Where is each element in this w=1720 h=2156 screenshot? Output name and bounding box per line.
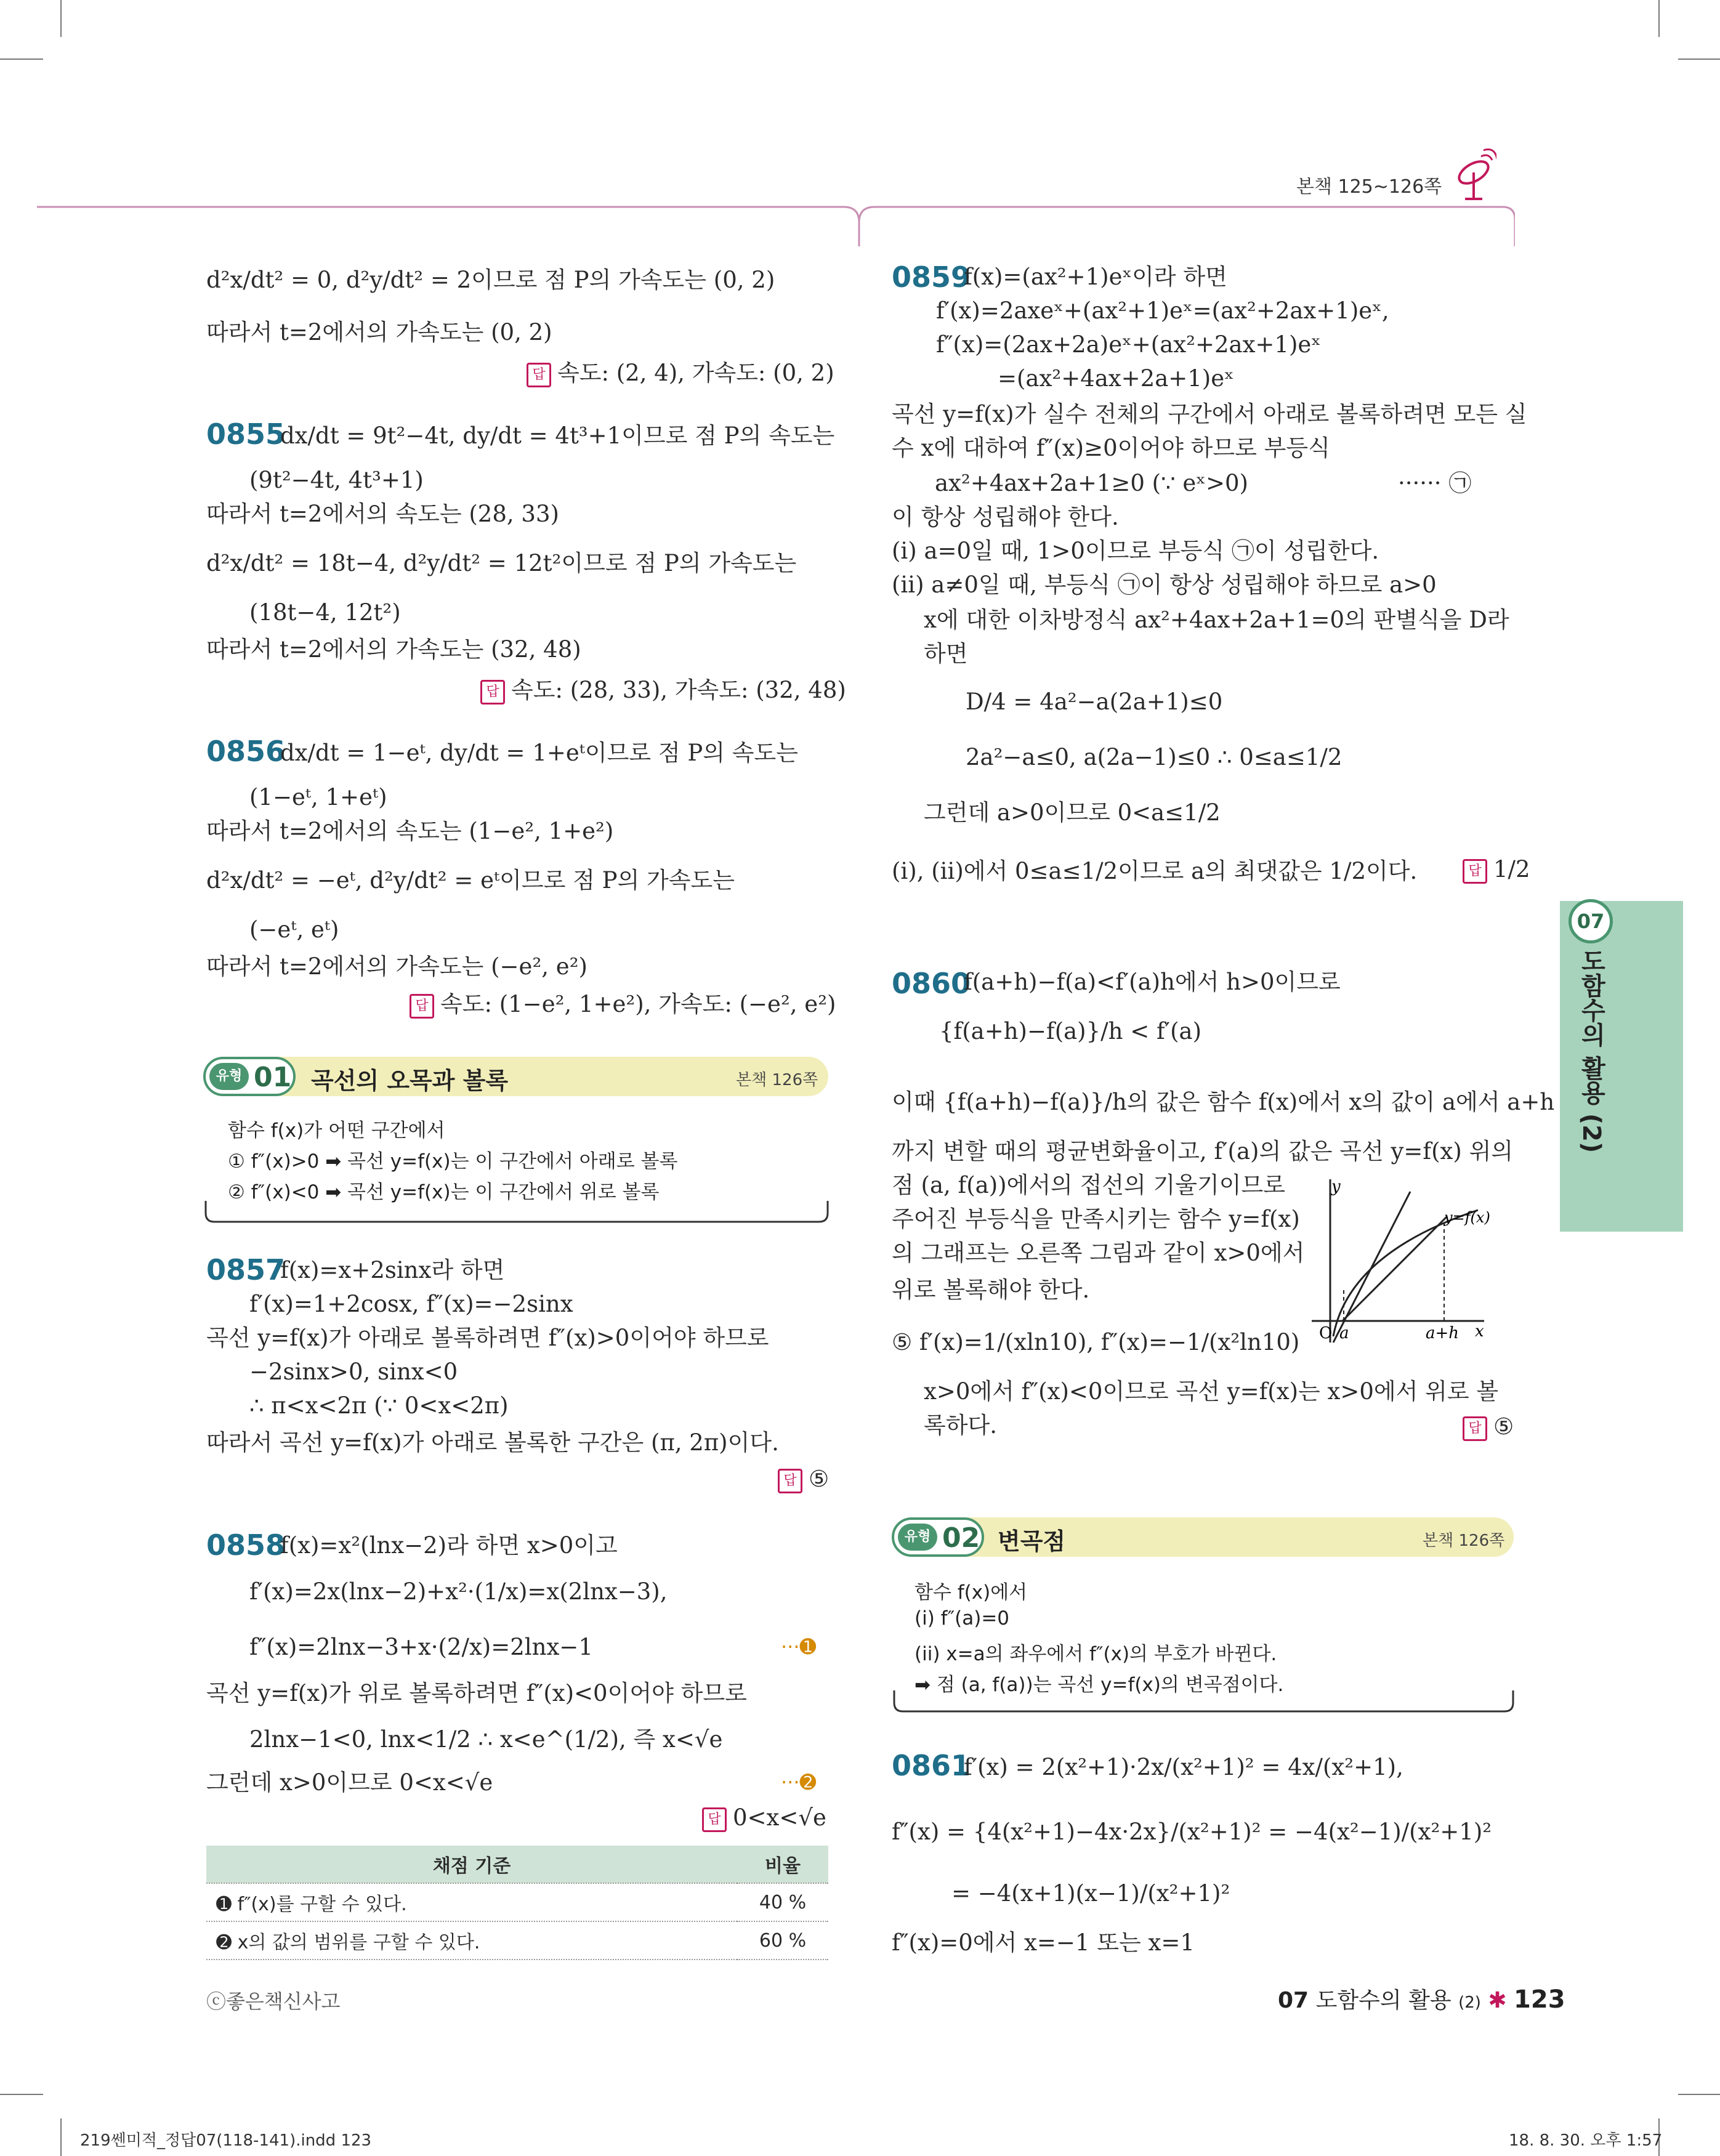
- answer: 답 1/2: [1463, 856, 1530, 884]
- text-line: 주어진 부등식을 만족시키는 함수 y=f(x): [892, 1206, 1300, 1232]
- text-line: f′(x) = 2(x²+1)·2x/(x²+1)² = 4x/(x²+1),: [964, 1754, 1403, 1780]
- text-line: 곡선 y=f(x)가 아래로 볼록하려면 f″(x)>0이어야 하므로: [206, 1325, 769, 1351]
- type-text: 함수 f(x)에서: [915, 1581, 1028, 1604]
- text-line: 그런데 a>0이므로 0<a≤1/2: [924, 799, 1221, 826]
- text-line: x>0에서 f″(x)<0이므로 곡선 y=f(x)는 x>0에서 위로 볼: [924, 1378, 1499, 1405]
- crop-mark: [0, 59, 43, 60]
- table-header: 비율: [737, 1846, 828, 1883]
- answer: 답 속도: (28, 33), 가속도: (32, 48): [480, 671, 846, 705]
- problem-number: 0861: [892, 1749, 971, 1782]
- crop-mark: [60, 0, 62, 37]
- table-header: 채점 기준: [206, 1846, 737, 1883]
- page-number: 123: [1514, 1985, 1565, 2014]
- text-line: f(x)=(ax²+1)eˣ이라 하면: [964, 264, 1227, 290]
- text-line: ⑤ f′(x)=1/(xln10), f″(x)=−1/(x²ln10): [892, 1329, 1300, 1355]
- footer-chapter-sub: (2): [1458, 1993, 1481, 2012]
- star-icon: ✱: [1488, 1988, 1507, 2013]
- tick-label: a: [1339, 1324, 1349, 1342]
- text-line: (ii) a≠0일 때, 부등식 ㉠이 항상 성립해야 하므로 a>0: [892, 571, 1437, 598]
- text-line: f(a+h)−f(a)<f′(a)h에서 h>0이므로: [964, 969, 1341, 995]
- problem-number: 0857: [206, 1253, 286, 1286]
- type-text: 함수 f(x)가 어떤 구간에서: [228, 1120, 445, 1142]
- text-line: 곡선 y=f(x)가 실수 전체의 구간에서 아래로 볼록하려면 모든 실: [892, 401, 1527, 427]
- footer-chapter: 07: [1278, 1988, 1309, 2013]
- problem-number: 0856: [206, 735, 286, 768]
- text-line: (i) a=0일 때, 1>0이므로 부등식 ㉠이 성립한다.: [892, 538, 1379, 564]
- step-marker: ···➊: [781, 1635, 817, 1658]
- text-line: d²x/dt² = 18t−4, d²y/dt² = 12t²이므로 점 P의 가속도는: [206, 550, 797, 576]
- footer-chapter-title: 도함수의 활용: [1315, 1988, 1452, 2013]
- header-frame: [37, 197, 1515, 246]
- text-line: (i), (ii)에서 0≤a≤1/2이므로 a의 최댓값은 1/2이다.: [892, 858, 1418, 884]
- type-text: ① f″(x)>0 ➡ 곡선 y=f(x)는 이 구간에서 아래로 볼록: [228, 1150, 678, 1173]
- page-footer: [1278, 1983, 1565, 2014]
- text-line: 2lnx−1<0, lnx<1/2 ∴ x<e^(1/2), 즉 x<√e: [249, 1726, 723, 1753]
- satellite-icon: [1450, 147, 1496, 202]
- crop-mark: [0, 2094, 43, 2095]
- text-line: 록하다.: [924, 1412, 997, 1439]
- text-line: 2a²−a≤0, a(2a−1)≤0 ∴ 0≤a≤1/2: [966, 744, 1342, 770]
- type-text: ➡ 점 (a, f(a))는 곡선 y=f(x)의 변곡점이다.: [915, 1674, 1284, 1696]
- type-text: (i) f″(a)=0: [915, 1607, 1010, 1629]
- text-line: 따라서 t=2에서의 속도는 (1−e², 1+e²): [206, 818, 614, 844]
- answer: 답 0<x<√e: [702, 1804, 826, 1832]
- type-ref: 본책 126쪽: [1423, 1532, 1505, 1550]
- text-line: (18t−4, 12t²): [249, 599, 401, 626]
- text-line: f(x)=x+2sinx라 하면: [280, 1257, 505, 1283]
- text-line: dx/dt = 1−eᵗ, dy/dt = 1+eᵗ이므로 점 P의 속도는: [280, 740, 798, 766]
- step-marker: ···➋: [781, 1770, 817, 1794]
- text-line: {f(a+h)−f(a)}/h < f′(a): [939, 1018, 1202, 1044]
- text-line: ······ ㉠: [1398, 470, 1472, 496]
- text-line: (9t²−4t, 4t³+1): [249, 467, 424, 493]
- text-line: ∴ π<x<2π (∵ 0<x<2π): [249, 1392, 509, 1419]
- text-line: 점 (a, f(a))에서의 접선의 기울기이므로: [892, 1172, 1286, 1198]
- text-line: 곡선 y=f(x)가 위로 볼록하려면 f″(x)<0이어야 하므로: [206, 1680, 747, 1706]
- chapter-side-number: 07: [1569, 899, 1613, 943]
- answer: 답 ⑤: [778, 1466, 829, 1493]
- type-header-bar: [206, 1057, 828, 1096]
- text-line: 따라서 t=2에서의 속도는 (28, 33): [206, 501, 559, 527]
- problem-number: 0855: [206, 418, 286, 451]
- text-line: 이때 {f(a+h)−f(a)}/h의 값은 함수 f(x)에서 x의 값이 a에서 a+h: [892, 1089, 1555, 1115]
- crop-mark: [1678, 59, 1720, 60]
- crop-mark: [1678, 2094, 1720, 2095]
- chapter-side-label: 도함수의 활용 (2): [1577, 948, 1605, 1153]
- graph-figure: [1299, 1173, 1496, 1352]
- axis-label: x: [1475, 1322, 1484, 1341]
- answer: 답 속도: (1−e², 1+e²), 가속도: (−e², e²): [410, 985, 836, 1019]
- text-line: f(x)=x²(lnx−2)라 하면 x>0이고: [280, 1532, 618, 1559]
- text-line: 수 x에 대하여 f″(x)≥0이어야 하므로 부등식: [892, 435, 1330, 461]
- text-line: 따라서 t=2에서의 가속도는 (32, 48): [206, 636, 581, 663]
- crop-mark: [60, 2118, 62, 2156]
- table-cell: 60 %: [737, 1921, 828, 1960]
- text-line: 하면: [924, 640, 968, 667]
- publisher-credit: ⓒ좋은책신사고: [206, 1990, 341, 2013]
- problem-number: 0858: [206, 1528, 286, 1562]
- text-line: 따라서 t=2에서의 가속도는 (0, 2): [206, 319, 552, 345]
- type-title: 곡선의 오목과 볼록: [311, 1067, 509, 1094]
- function-curve: [1333, 1210, 1478, 1336]
- type-box-frame: [203, 1201, 831, 1225]
- text-line: 따라서 t=2에서의 가속도는 (−e², e²): [206, 953, 587, 980]
- text-line: f″(x) = {4(x²+1)−4x·2x}/(x²+1)² = −4(x²−1)/(x²+1)²: [892, 1819, 1492, 1845]
- problem-number: 0860: [892, 967, 971, 1000]
- curve-label: y=f(x): [1444, 1209, 1490, 1226]
- text-line: f″(x)=2lnx−3+x·(2/x)=2lnx−1: [249, 1634, 593, 1660]
- text-line: −2sinx>0, sinx<0: [249, 1359, 458, 1385]
- type-badge: 유형 02: [892, 1517, 984, 1557]
- text-line: = −4(x+1)(x−1)/(x²+1)²: [951, 1880, 1230, 1907]
- text-line: 까지 변할 때의 평균변화율이고, f′(a)의 값은 곡선 y=f(x) 위의: [892, 1138, 1514, 1165]
- text-line: f′(x)=2axeˣ+(ax²+1)eˣ=(ax²+2ax+1)eˣ,: [936, 297, 1389, 324]
- text-line: d²x/dt² = −eᵗ, d²y/dt² = eᵗ이므로 점 P의 가속도는: [206, 867, 735, 894]
- type-box-frame: [892, 1690, 1517, 1715]
- text-line: f″(x)=(2ax+2a)eˣ+(ax²+2ax+1)eˣ: [936, 331, 1321, 358]
- secant-line: [1342, 1216, 1447, 1321]
- text-line: dx/dt = 9t²−4t, dy/dt = 4t³+1이므로 점 P의 속도는: [280, 422, 835, 449]
- text-line: x에 대한 이차방정식 ax²+4ax+2a+1=0의 판별식을 D라: [924, 607, 1509, 633]
- type-text: ② f″(x)<0 ➡ 곡선 y=f(x)는 이 구간에서 위로 볼록: [228, 1181, 660, 1203]
- origin-label: O: [1319, 1324, 1333, 1342]
- table-cell: ➊ f″(x)를 구할 수 있다.: [206, 1883, 737, 1921]
- file-slug: 219쎈미적_정답07(118-141).indd 123: [80, 2131, 372, 2150]
- text-line: f′(x)=1+2cosx, f″(x)=−2sinx: [249, 1291, 573, 1317]
- text-line: =(ax²+4ax+2a+1)eˣ: [998, 365, 1234, 392]
- text-line: (−eᵗ, eᵗ): [249, 916, 339, 943]
- answer: 답 속도: (2, 4), 가속도: (0, 2): [527, 354, 834, 387]
- type-ref: 본책 126쪽: [736, 1071, 818, 1089]
- text-line: 의 그래프는 오른쪽 그림과 같이 x>0에서: [892, 1240, 1305, 1266]
- table-cell: 40 %: [737, 1883, 828, 1921]
- text-line: D/4 = 4a²−a(2a+1)≤0: [966, 688, 1223, 715]
- type-text: (ii) x=a의 좌우에서 f″(x)의 부호가 바뀐다.: [915, 1643, 1277, 1665]
- table-cell: ➋ x의 값의 범위를 구할 수 있다.: [206, 1921, 737, 1960]
- text-line: 위로 볼록해야 한다.: [892, 1277, 1090, 1303]
- text-line: f″(x)=0에서 x=−1 또는 x=1: [892, 1929, 1195, 1956]
- text-line: d²x/dt² = 0, d²y/dt² = 2이므로 점 P의 가속도는 (0, 2): [206, 267, 775, 293]
- answer: 답 ⑤: [1463, 1413, 1514, 1441]
- text-line: ax²+4ax+2a+1≥0 (∵ eˣ>0): [935, 470, 1248, 496]
- crop-mark: [1658, 0, 1660, 37]
- text-line: 이 항상 성립해야 한다.: [892, 504, 1119, 530]
- text-line: 따라서 곡선 y=f(x)가 아래로 볼록한 구간은 (π, 2π)이다.: [206, 1429, 779, 1456]
- problem-number: 0859: [892, 260, 971, 294]
- type-title: 변곡점: [998, 1528, 1066, 1555]
- text-line: f′(x)=2x(lnx−2)+x²·(1/x)=x(2lnx−3),: [249, 1578, 668, 1605]
- text-line: (1−eᵗ, 1+eᵗ): [249, 784, 387, 810]
- tick-label: a+h: [1426, 1324, 1460, 1342]
- type-header-bar: [895, 1517, 1514, 1557]
- axis-label: y: [1331, 1177, 1341, 1196]
- type-badge: 유형 01: [203, 1057, 296, 1096]
- text-line: 그런데 x>0이므로 0<x<√e: [206, 1769, 493, 1796]
- print-datetime: 18. 8. 30. 오후 1:57: [1509, 2131, 1663, 2150]
- header-ref: 본책 125~126쪽: [1296, 176, 1442, 198]
- scoring-table: [206, 1846, 828, 1960]
